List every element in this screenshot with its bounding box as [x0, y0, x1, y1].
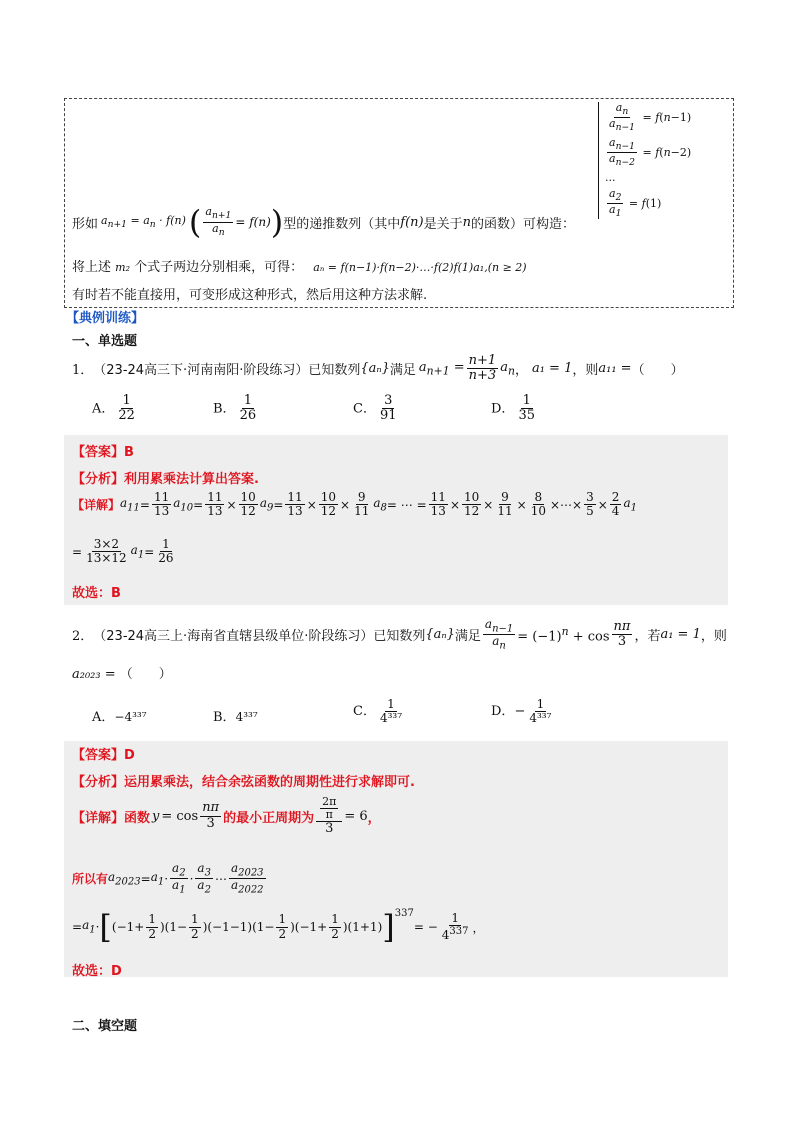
q2-option-c[interactable]: C． $\frac{1}{\text{4³³⁷}}$ [353, 697, 403, 726]
q2-solution: 【答案】D 【分析】运用累乘法，结合余弦函数的周期性进行求解即可. 【详解】函数 y = cos $\frac{n\pi}{3}$ 的最小正周期为 $\frac{\frac{2\pi}{\pi}}{3}$ = 6 ， 所以有 $a_{2023}$ = $a_1$ · $\frac{a_2}{a_1}$ · $\frac{a_3}{a_2}$ ⋯ $\frac{a_{2023}}{a_{2022}}$ = $a_1$ · [ (−1+ $\frac{1}{2}$ )(1− $\frac{1}{2}$ )(−1−1)(1− $\frac{1}{2}$ )(−1+ $\frac{1}{2}$ )(1+1) ] $^{337}$ = − $\frac{1}{4^{337}}$ ， 故选：D [64, 741, 728, 977]
section-header: 【典例训练】 [66, 311, 145, 326]
q1-option-d[interactable]: D． $\frac{1}{35}$ [491, 393, 535, 424]
q2-option-d[interactable]: D．− $\frac{1}{\text{4³³⁷}}$ [491, 697, 552, 726]
box-line-2: 将上述 m₂ 个式子两边分别相乘，可得： aₙ = f(n−1)·f(n−2)·…·f(2)f(1)a₁,(n ≥ 2) [72, 260, 527, 275]
q1-option-c[interactable]: C． $\frac{3}{91}$ [353, 393, 397, 424]
q1-option-a[interactable]: A． $\frac{1}{22}$ [92, 393, 135, 424]
section-title-fill-blank: 二、填空题 [72, 1019, 138, 1034]
q2-option-a[interactable]: A．−4³³⁷ [92, 710, 147, 725]
q1-option-b[interactable]: B． $\frac{1}{26}$ [213, 393, 257, 424]
equation-system: $\frac{a_n}{a_{n-1}}$ = f(n−1) $\frac{a_{n-1}}{a_{n-2}}$ = f(n−2) ... $\frac{a_2}{a_1}$ = f(1) [598, 102, 715, 219]
question-2: 2． （23-24高三上·海南省直辖县级单位·阶段练习）已知数列 {aₙ} 满足 $\frac{a_{n-1}}{a_n}$ = $(-1)^n + \cos$ $\frac{n\pi}{3}$ ，若 a₁ = 1 ，则 [72, 617, 727, 652]
section-title-single-choice: 一、单选题 [72, 334, 138, 349]
box-line-1: 形如 $a_{n+1} = a_n \cdot f(n)$ ( $\frac{a_{n+1}}{a_n}$ = f(n) ) 型的递推数列（其中 f(n) 是关于 n 的函数）可构造： [72, 203, 575, 241]
q2-option-b[interactable]: B．4³³⁷ [213, 710, 258, 725]
question-2-target: a₂₀₂₃ = （ ） [72, 667, 172, 682]
box-line-3: 有时若不能直接用，可变形成这种形式，然后用这种方法求解. [72, 288, 428, 303]
question-1: 1． （23-24高三下·河南南阳·阶段练习）已知数列 {aₙ} 满足 $a_{n+1}$ = $\frac{n+1}{n+3}$ $a_n$ ， a₁ = 1 ，则 a₁₁ = （ ） [72, 353, 684, 384]
q1-solution: 【答案】B 【分析】利用累乘法计算出答案. 【详解】 $a_{11}$ = $\frac{11}{13}$ $a_{10}$ = $\frac{11}{13}$ × $\frac{10}{12}$ $a_9$ = $\frac{11}{13}$ × $\frac{10}{12}$ × $\frac{9}{11}$ $a_8$ = ⋯ = $\frac{11}{13}$ × $\frac{10}{12}$ × $\frac{9}{11}$ × $\frac{8}{10}$ ×⋯× $\frac{3}{5}$ × $\frac{2}{4}$ $a_1$ = $\frac{3\times 2}{13\times 12}$ $a_1$ = $\frac{1}{26}$ 故选：B [64, 435, 728, 605]
